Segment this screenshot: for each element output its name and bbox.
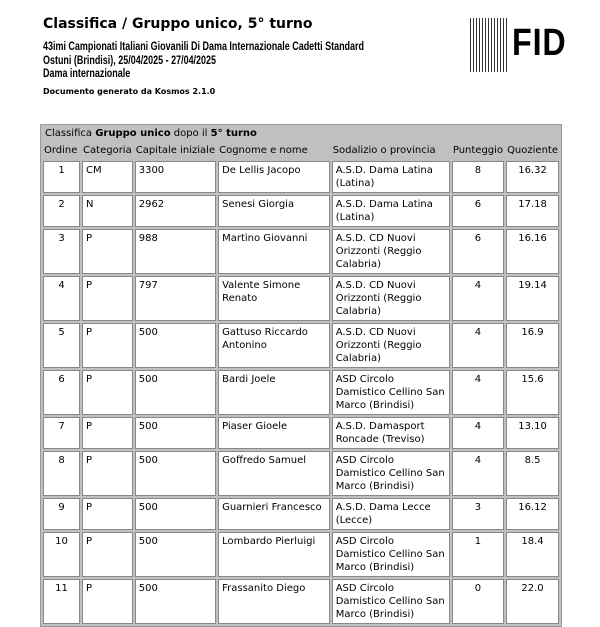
- table-cell: 19.14: [506, 276, 559, 321]
- table-cell: Gattuso Riccardo Antonino: [218, 323, 330, 368]
- table-cell: ASD Circolo Damistico Cellino San Marco (Brindisi): [332, 532, 450, 577]
- table-cell: 500: [135, 370, 216, 415]
- table-cell: 16.12: [506, 498, 559, 530]
- logo-bars-icon: [470, 18, 508, 72]
- table-cell: P: [82, 451, 133, 496]
- table-cell: 6: [452, 229, 504, 274]
- table-cell: 500: [135, 417, 216, 449]
- table-cell: A.S.D. Damasport Roncade (Treviso): [332, 417, 450, 449]
- table-row: [43, 417, 559, 449]
- table-cell: 13.10: [506, 417, 559, 449]
- table-cell: 2: [43, 195, 80, 227]
- table-cell: P: [82, 532, 133, 577]
- table-cell: 11: [43, 579, 80, 624]
- column-header: Categoria: [83, 145, 132, 156]
- fid-logo: [470, 18, 570, 72]
- column-header: Ordine: [44, 145, 78, 156]
- table-cell: De Lellis Jacopo: [218, 161, 330, 193]
- table-cell: 4: [452, 323, 504, 368]
- table-cell: 4: [452, 451, 504, 496]
- table-cell: A.S.D. Dama Latina (Latina): [332, 195, 450, 227]
- table-row: [43, 195, 559, 227]
- table-cell: 4: [43, 276, 80, 321]
- table-cell: ASD Circolo Damistico Cellino San Marco (Brindisi): [332, 451, 450, 496]
- table-row: [43, 229, 559, 274]
- table-cell: Martino Giovanni: [218, 229, 330, 274]
- table-cell: 9: [43, 498, 80, 530]
- table-cell: A.S.D. CD Nuovi Orizzonti (Reggio Calabria): [332, 276, 450, 321]
- table-cell: P: [82, 323, 133, 368]
- table-cell: Bardi Joele: [218, 370, 330, 415]
- table-cell: Goffredo Samuel: [218, 451, 330, 496]
- event-discipline: Dama internazionale: [43, 68, 131, 80]
- column-header: Punteggio: [452, 145, 504, 156]
- table-cell: Frassanito Diego: [218, 579, 330, 624]
- table-row: [43, 579, 559, 624]
- table-cell: 8: [452, 161, 504, 193]
- table-row: [43, 451, 559, 496]
- table-cell: P: [82, 417, 133, 449]
- table-cell: 6: [43, 370, 80, 415]
- table-cell: P: [82, 498, 133, 530]
- table-cell: 500: [135, 498, 216, 530]
- table-cell: 797: [135, 276, 216, 321]
- table-cell: Lombardo Pierluigi: [218, 532, 330, 577]
- table-cell: 500: [135, 532, 216, 577]
- table-cell: ASD Circolo Damistico Cellino San Marco (Brindisi): [332, 370, 450, 415]
- column-header: Sodalizio o provincia: [332, 145, 436, 156]
- table-cell: A.S.D. CD Nuovi Orizzonti (Reggio Calabria): [332, 323, 450, 368]
- table-cell: 22.0: [506, 579, 559, 624]
- column-header: Cognome e nome: [219, 145, 308, 156]
- table-cell: 2962: [135, 195, 216, 227]
- table-cell: 500: [135, 579, 216, 624]
- column-header: Quoziente: [507, 145, 558, 156]
- table-cell: P: [82, 370, 133, 415]
- event-place-date: Ostuni (Brindisi), 25/04/2025 - 27/04/2025: [43, 54, 217, 67]
- table-row: [43, 161, 559, 193]
- table-cell: 988: [135, 229, 216, 274]
- table-cell: N: [82, 195, 133, 227]
- table-cell: 15.6: [506, 370, 559, 415]
- table-row: [43, 370, 559, 415]
- table-cell: 8: [43, 451, 80, 496]
- table-cell: A.S.D. Dama Lecce (Lecce): [332, 498, 450, 530]
- table-cell: Guarnieri Francesco: [218, 498, 330, 530]
- table-cell: CM: [82, 161, 133, 193]
- table-cell: P: [82, 276, 133, 321]
- standings-table: [40, 124, 562, 627]
- table-cell: 500: [135, 323, 216, 368]
- table-cell: 16.32: [506, 161, 559, 193]
- table-cell: 16.9: [506, 323, 559, 368]
- table-cell: 3: [452, 498, 504, 530]
- table-cell: 18.4: [506, 532, 559, 577]
- table-cell: 7: [43, 417, 80, 449]
- table-row: [43, 276, 559, 321]
- table-cell: 0: [452, 579, 504, 624]
- table-row: [43, 323, 559, 368]
- table-cell: 5: [43, 323, 80, 368]
- table-cell: 17.18: [506, 195, 559, 227]
- table-cell: 16.16: [506, 229, 559, 274]
- table-cell: P: [82, 229, 133, 274]
- table-cell: 4: [452, 276, 504, 321]
- table-cell: 4: [452, 417, 504, 449]
- table-cell: Valente Simone Renato: [218, 276, 330, 321]
- table-cell: Senesi Giorgia: [218, 195, 330, 227]
- logo-text: FID: [512, 22, 567, 64]
- table-cell: A.S.D. Dama Latina (Latina): [332, 161, 450, 193]
- table-cell: 6: [452, 195, 504, 227]
- table-caption: Classifica Gruppo unico dopo il 5° turno: [45, 128, 257, 139]
- table-cell: 4: [452, 370, 504, 415]
- table-cell: 3300: [135, 161, 216, 193]
- table-cell: A.S.D. CD Nuovi Orizzonti (Reggio Calabria): [332, 229, 450, 274]
- page-title: Classifica / Gruppo unico, 5° turno: [43, 16, 313, 32]
- table-cell: 3: [43, 229, 80, 274]
- event-info: [43, 41, 364, 82]
- table-cell: P: [82, 579, 133, 624]
- table-cell: ASD Circolo Damistico Cellino San Marco (Brindisi): [332, 579, 450, 624]
- table-cell: 10: [43, 532, 80, 577]
- generated-note: Documento generato da Kosmos 2.1.0: [43, 87, 216, 96]
- event-name: 43imi Campionati Italiani Giovanili Di Dama Internazionale Cadetti Standard: [43, 41, 365, 53]
- table-cell: 1: [43, 161, 80, 193]
- column-header: Capitale iniziale: [135, 145, 216, 156]
- table-cell: Piaser Gioele: [218, 417, 330, 449]
- table-cell: 500: [135, 451, 216, 496]
- table-cell: 1: [452, 532, 504, 577]
- table-row: [43, 532, 559, 577]
- table-row: [43, 498, 559, 530]
- table-cell: 8.5: [506, 451, 559, 496]
